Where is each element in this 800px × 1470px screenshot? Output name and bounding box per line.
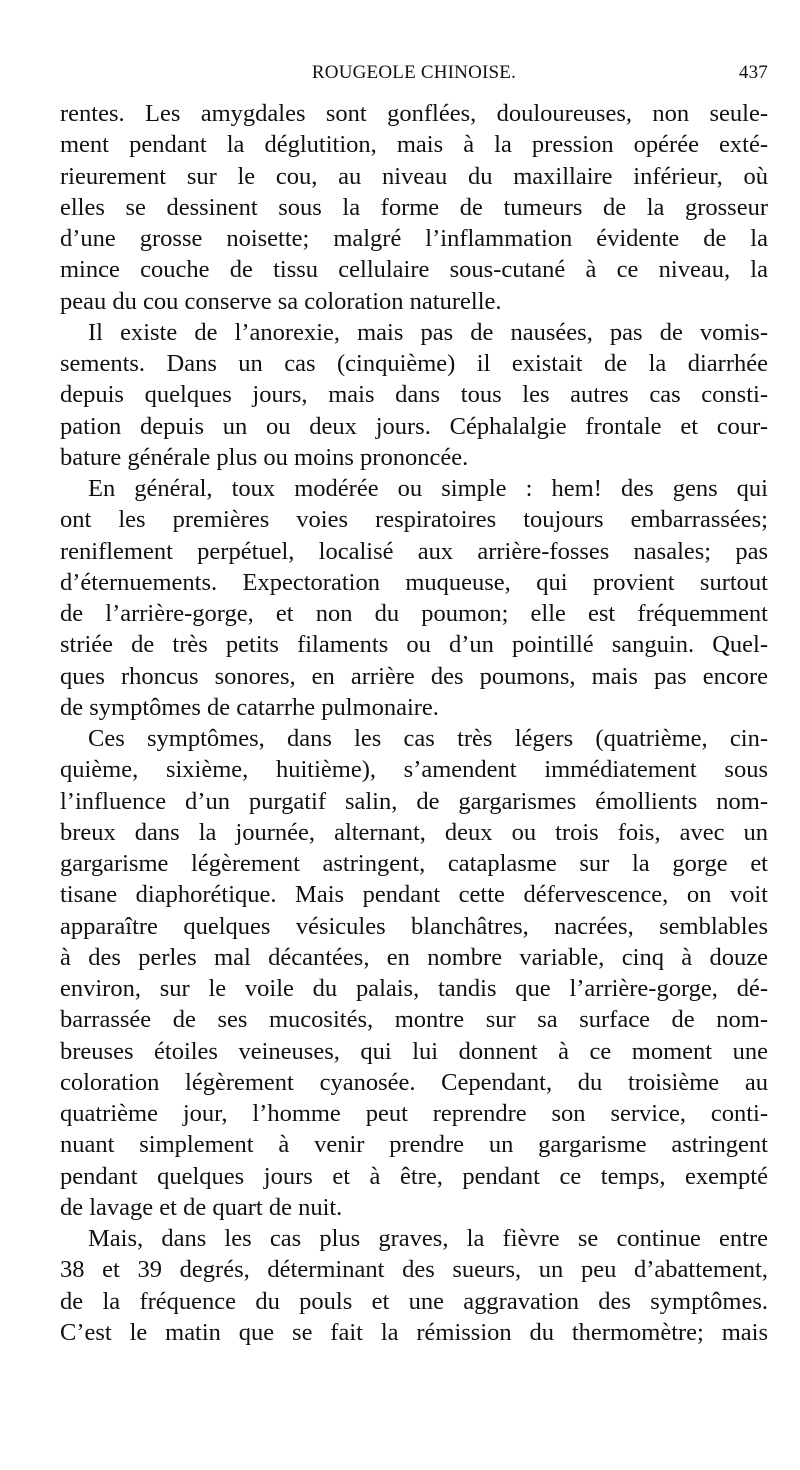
text-line: l’influence d’un purgatif salin, de gargarismes émollients nom- [60,787,768,815]
text-line: striée de très petits filaments ou d’un pointillé sanguin. Quel- [60,631,768,659]
text-line: breuses étoiles veineuses, qui lui donnent à ce moment une [60,1037,768,1065]
text-line: nuant simplement à venir prendre un gargarisme astringent [60,1131,768,1159]
text-line: tisane diaphorétique. Mais pendant cette défervescence, on voit [60,881,768,909]
text-line: Il existe de l’anorexie, mais pas de nausées, pas de vomis- [88,318,768,346]
text-line: gargarisme légèrement astringent, cataplasme sur la gorge et [60,850,768,877]
text-line: ques rhoncus sonores, en arrière des poumons, mais pas encore [60,662,768,690]
text-line: 38 et 39 degrés, déterminant des sueurs, un peu d’abattement, [60,1256,768,1284]
text-line: bature générale plus ou moins prononcée. [60,443,469,471]
text-line: de lavage et de quart de nuit. [60,1193,343,1221]
text-line: quième, sixième, huitième), s’amendent immédiatement sous [60,756,768,784]
text-line: depuis quelques jours, mais dans tous les autres cas consti- [60,381,768,409]
page-number: 437 [738,62,768,83]
page-header [60,62,768,92]
body-text [60,98,768,1348]
text-line: elles se dessinent sous la forme de tumeurs de la grosseur [60,193,768,221]
text-line: d’éternuements. Expectoration muqueuse, qui provient surtout [60,568,768,596]
text-line: mince couche de tissu cellulaire sous-cutané à ce niveau, la [60,256,768,284]
text-line: de symptômes de catarrhe pulmonaire. [60,693,439,721]
text-line: Ces symptômes, dans les cas très légers (quatrième, cin- [88,725,768,752]
text-line: à des perles mal décantées, en nombre variable, cinq à douze [60,943,768,971]
text-line: pation depuis un ou deux jours. Céphalalgie frontale et cour- [60,412,768,440]
text-line: de la fréquence du pouls et une aggravation des symptômes. [60,1287,768,1315]
text-line: sements. Dans un cas (cinquième) il existait de la diarrhée [60,350,768,377]
text-line: ment pendant la déglutition, mais à la pression opérée exté- [60,131,768,159]
text-line: barrassée de ses mucosités, montre sur sa surface de nom- [60,1006,768,1034]
text-line: Mais, dans les cas plus graves, la fièvre se continue entre [88,1225,768,1252]
text-line: pendant quelques jours et à être, pendant ce temps, exempté [60,1162,768,1190]
running-title: ROUGEOLE CHINOISE. [311,62,517,83]
text-line: breux dans la journée, alternant, deux ou trois fois, avec un [60,818,768,846]
text-line: d’une grosse noisette; malgré l’inflammation évidente de la [60,225,768,252]
text-line: environ, sur le voile du palais, tandis que l’arrière-gorge, dé- [60,975,768,1002]
text-line: apparaître quelques vésicules blanchâtres, nacrées, semblables [60,912,768,940]
text-line: de l’arrière-gorge, et non du poumon; elle est fréquemment [60,600,768,627]
text-line: coloration légèrement cyanosée. Cependant, du troisième au [60,1068,768,1096]
text-line: quatrième jour, l’homme peut reprendre son service, conti- [60,1100,768,1127]
text-line: En général, toux modérée ou simple : hem! des gens qui [88,475,768,502]
text-line: rieurement sur le cou, au niveau du maxillaire inférieur, où [60,162,768,190]
text-line: rentes. Les amygdales sont gonflées, douloureuses, non seule- [60,100,768,127]
text-line: reniflement perpétuel, localisé aux arrière-fosses nasales; pas [60,537,768,565]
text-line: C’est le matin que se fait la rémission du thermomètre; mais [60,1318,768,1346]
text-line: ont les premières voies respiratoires toujours embarrassées; [60,506,768,534]
text-line: peau du cou conserve sa coloration naturelle. [60,287,502,315]
